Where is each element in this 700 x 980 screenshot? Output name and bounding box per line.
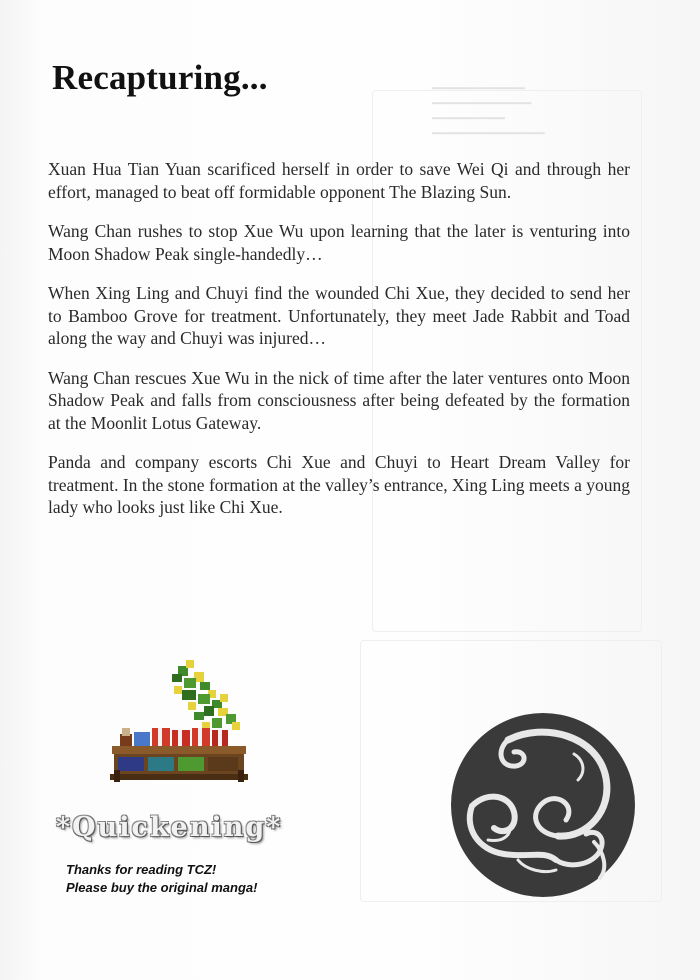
scanlator-note: Please buy the original manga! <box>66 880 258 895</box>
recap-paragraph: Wang Chan rescues Xue Wu in the nick of time after the later ventures onto Moon Shadow Peak and falls from consciousness after being defeated by the formation at the Moonlit Lotus Gateway. <box>48 367 630 433</box>
recap-paragraph: Xuan Hua Tian Yuan scarificed herself in order to save Wei Qi and through her effort, managed to beat off formidable opponent The Blazing Sun. <box>48 159 630 202</box>
recap-paragraph: Panda and company escorts Chi Xue and Chuyi to Heart Dream Valley for treatment. In the stone formation at the valley’s entrance, Xing Ling meets a young lady who looks just like Chi Xue. <box>48 452 630 517</box>
pixel-flower-cart-icon <box>108 656 250 782</box>
recap-paragraph: When Xing Ling and Chuyi find the wounded Chi Xue, they decided to send her to Bamboo Grove for treatment. Unfortunately, they meet Jade Rabbit and Toad along the way and Chuyi was injured… <box>48 283 630 348</box>
recap-paragraph: Wang Chan rushes to stop Xue Wu upon learning that the later is venturing into Moon Shadow Peak single-handedly… <box>48 221 630 264</box>
page-title: Recapturing... <box>52 58 268 97</box>
scanlator-name: *Quickening* <box>56 812 283 843</box>
bleed-through-text: ━━━━━━━━━━━━━━ ━━━━━━━━━━━━━━━ ━━━━━━━━━━━ ━━━━━━━━━━━━━━━━━ <box>432 83 545 140</box>
scanlator-thanks: Thanks for reading TCZ! <box>66 862 217 877</box>
swirl-emblem-icon <box>448 710 638 900</box>
recap-text <box>48 158 630 536</box>
